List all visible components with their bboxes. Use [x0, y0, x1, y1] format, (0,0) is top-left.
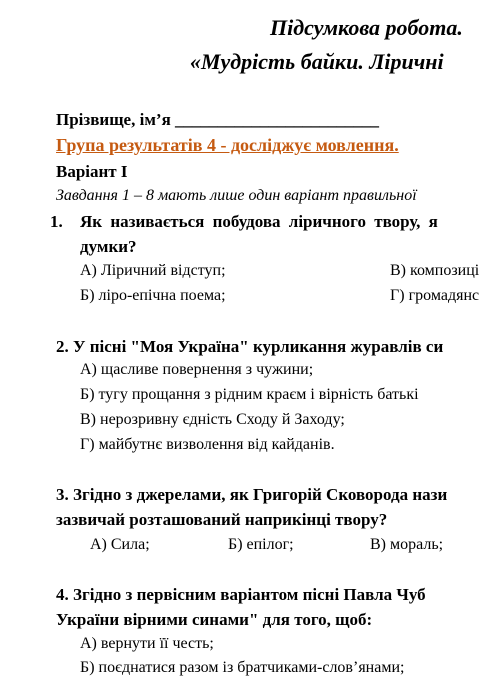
q3-option-a: А) Сила; — [90, 536, 150, 553]
q2-question: 2. У пісні "Моя Україна" курликання журавлів си — [56, 337, 444, 356]
q3-option-b: Б) епілог; — [228, 536, 294, 553]
group-heading: Група результатів 4 - досліджує мовлення. — [56, 135, 399, 155]
q2-option-d: Г) майбутнє визволення від кайданів. — [80, 436, 335, 453]
q1-question-line1: Як називається побудова ліричного твору, я — [80, 212, 438, 231]
q2-option-c: В) нерозривну єдність Сходу й Заходу; — [80, 411, 345, 428]
q1-number: 1. — [50, 212, 63, 231]
q3-question-line2: зазвичай розташований наприкінці твору? — [56, 510, 388, 529]
instruction-text: Завдання 1 – 8 мають лише один варіант правильної — [56, 187, 417, 204]
q4-option-b: Б) поєднатися разом із братчиками-слов’янами; — [80, 659, 405, 676]
q1-option-c: Б) ліро-епічна поема; — [80, 287, 226, 304]
q4-question-line1: 4. Згідно з первісним варіантом пісні Павла Чуб — [56, 585, 426, 604]
q1-option-d: Г) громадянс — [390, 287, 480, 304]
q4-question-line2: України вірними синами" для того, щоб: — [56, 610, 373, 629]
name-line: Прізвище, ім’я ________________________ — [56, 110, 380, 129]
q2-option-b: Б) тугу прощання з рідним краєм і вірність батькі — [80, 386, 419, 403]
q1-option-a: А) Ліричний відступ; — [80, 262, 226, 279]
variant-label: Варіант І — [56, 162, 128, 181]
q3-option-c: В) мораль; — [370, 536, 444, 553]
q3-question-line1: 3. Згідно з джерелами, як Григорій Сковорода нази — [56, 485, 448, 504]
title-line-2: «Мудрість байки. Ліричні — [190, 49, 444, 74]
q2-option-a: А) щасливе повернення з чужини; — [80, 361, 314, 378]
q1-question-line2: думки? — [80, 237, 137, 256]
title-line-1: Підсумкова робота. — [270, 15, 463, 40]
q1-option-b: В) композиці — [390, 262, 480, 279]
q4-option-a: А) вернути її честь; — [80, 635, 214, 652]
